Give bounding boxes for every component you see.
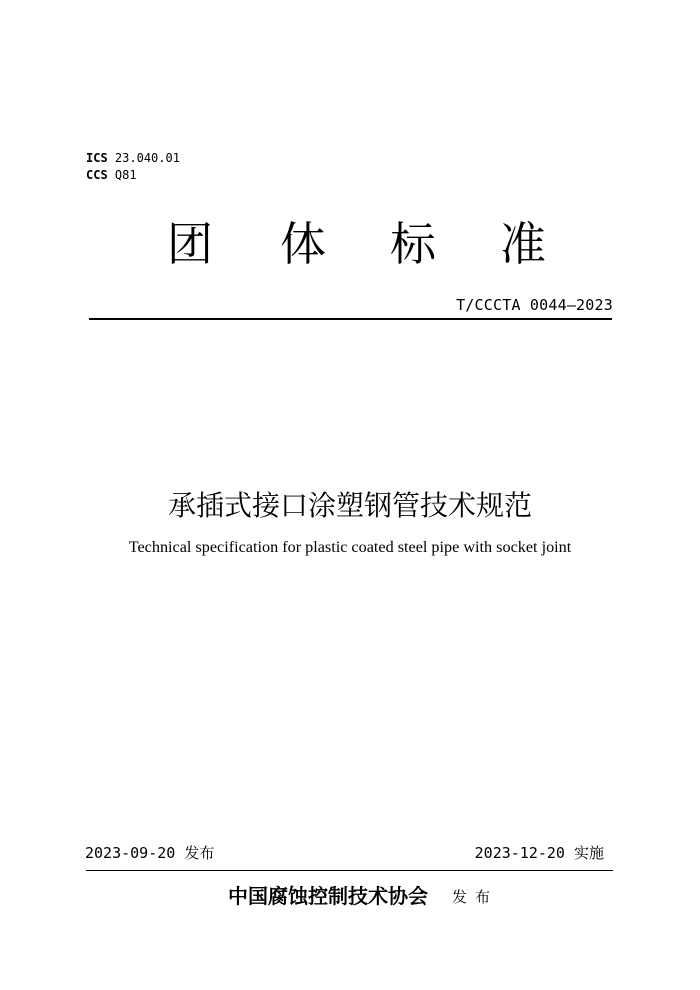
doc-kind-char-4: 准 bbox=[500, 217, 546, 271]
publish-word: 发布 bbox=[452, 888, 499, 906]
top-divider bbox=[89, 318, 612, 320]
doc-kind-char-2: 体 bbox=[280, 217, 326, 271]
ccs-label: CCS bbox=[86, 168, 108, 182]
implement-date: 2023-12-20 实施 bbox=[474, 844, 604, 862]
ics-value: 23.040.01 bbox=[114, 151, 180, 165]
standard-number: T/CCCTA 0044—2023 bbox=[456, 296, 613, 314]
title-english: Technical specification for plastic coated steel pipe with socket joint bbox=[128, 538, 572, 556]
ics-label: ICS bbox=[86, 151, 108, 165]
publisher-name: 中国腐蚀控制技术协会 bbox=[228, 884, 428, 908]
ccs-value: Q81 bbox=[114, 168, 137, 182]
publish-date: 2023-09-20 发布 bbox=[85, 844, 215, 862]
ccs-code bbox=[86, 167, 137, 183]
title-chinese: 承插式接口涂塑钢管技术规范 bbox=[167, 489, 532, 522]
bottom-divider bbox=[86, 870, 613, 871]
doc-kind-char-1: 团 bbox=[167, 217, 213, 271]
ics-code bbox=[86, 150, 180, 166]
doc-kind-char-3: 标 bbox=[390, 217, 436, 271]
